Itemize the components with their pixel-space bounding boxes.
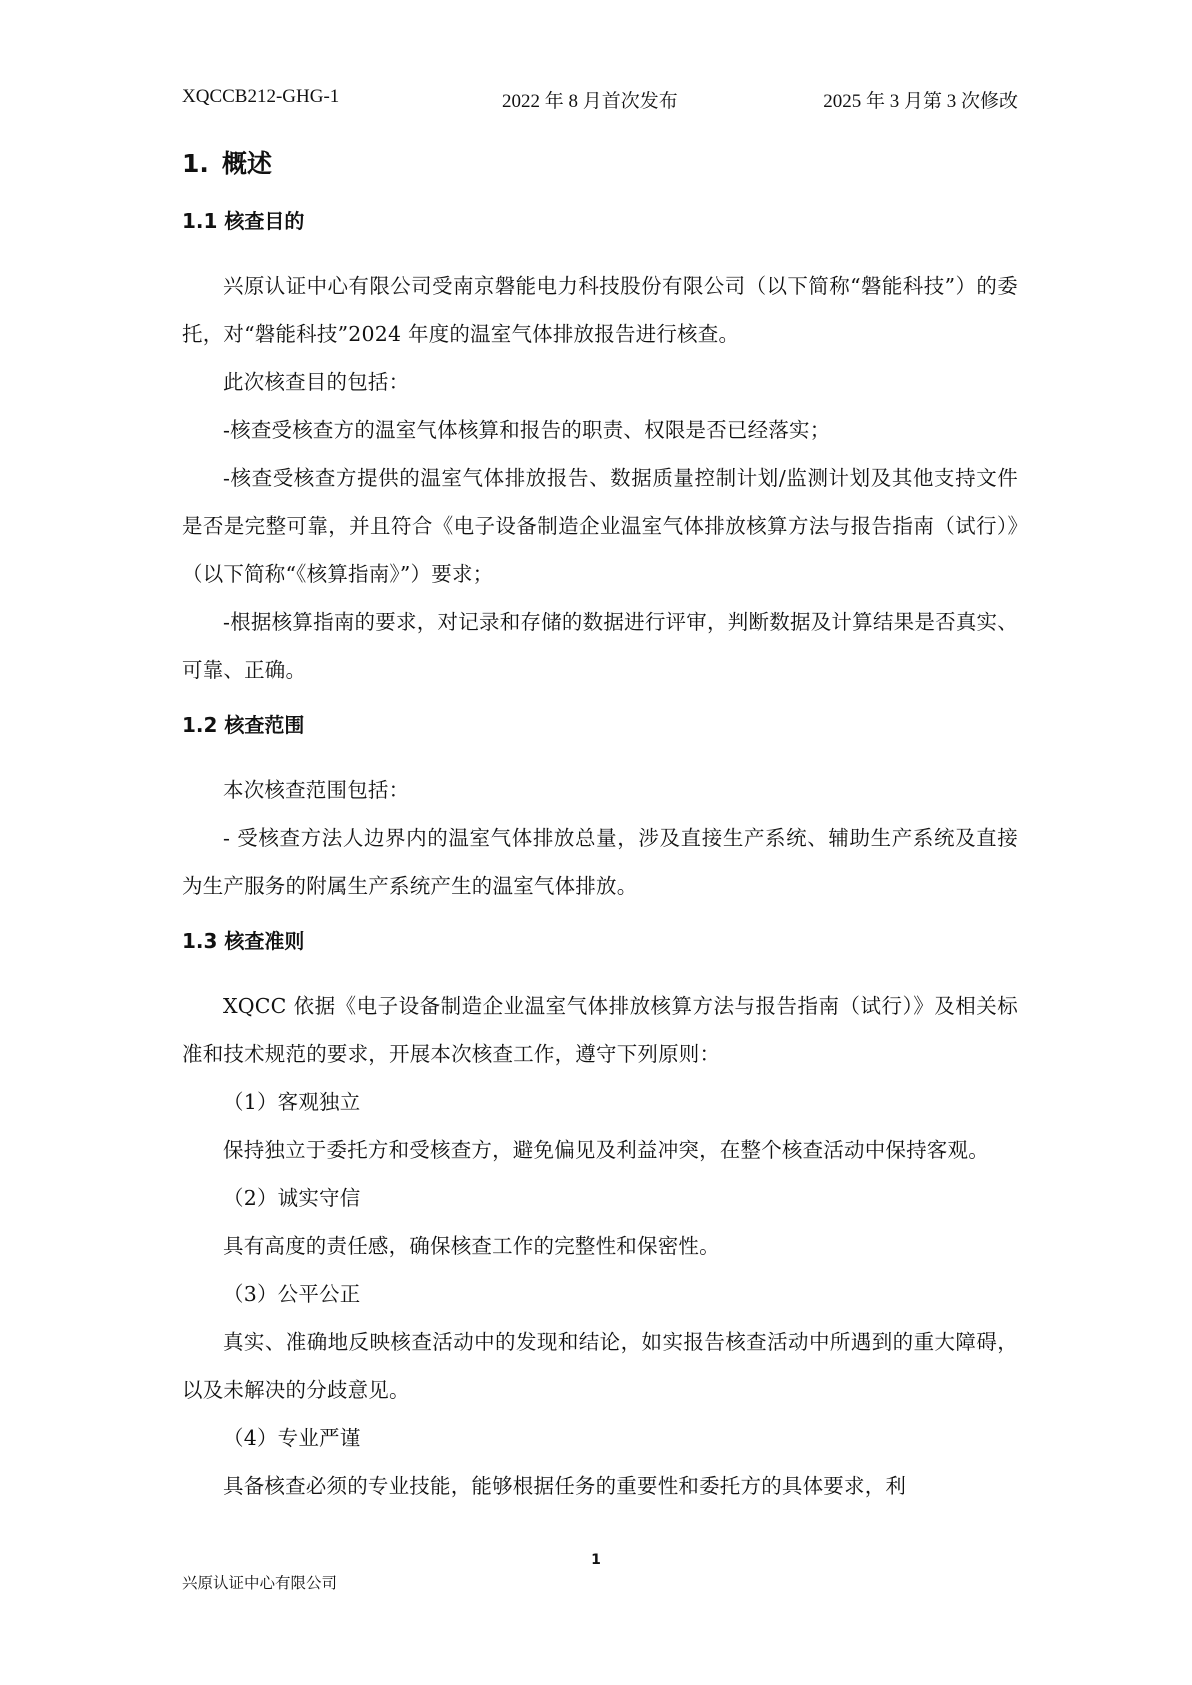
document-code: XQCCB212-GHG-1	[182, 86, 340, 107]
paragraph-purpose-item-2: -核查受核查方提供的温室气体排放报告、数据质量控制计划/监测计划及其他支持文件是否是完整可靠，并且符合《电子设备制造企业温室气体排放核算方法与报告指南（试行）》（以下简称“《核算指南》”）要求；	[182, 466, 1018, 586]
page-number: 1	[591, 1552, 601, 1568]
paragraph-scope-item: - 受核查方法人边界内的温室气体排放总量，涉及直接生产系统、辅助生产系统及直接为生产服务的附属生产系统产生的温室气体排放。	[182, 826, 1018, 898]
principle-text-1: 保持独立于委托方和受核查方，避免偏见及利益冲突，在整个核查活动中保持客观。	[223, 1138, 989, 1162]
document-body	[182, 142, 1018, 1510]
section-number: 1.	[182, 149, 209, 178]
principle-label-1: （1）客观独立	[223, 1090, 361, 1114]
page-header	[182, 86, 1018, 114]
paragraph-purpose-item-3: -根据核算指南的要求，对记录和存储的数据进行评审，判断数据及计算结果是否真实、可靠、正确。	[182, 610, 1018, 682]
issue-date: 2022 年 8 月首次发布	[502, 91, 678, 112]
subsection-heading-1-3: 1.3 核查准则	[182, 929, 305, 953]
paragraph-purpose-item-1: -核查受核查方的温室气体核算和报告的职责、权限是否已经落实；	[223, 418, 831, 442]
principle-label-3: （3）公平公正	[223, 1282, 361, 1306]
principle-text-2: 具有高度的责任感，确保核查工作的完整性和保密性。	[223, 1234, 720, 1258]
subsection-heading-1-1: 1.1 核查目的	[182, 209, 305, 233]
paragraph-purpose-list-intro: 此次核查目的包括：	[223, 370, 410, 394]
paragraph-criteria-intro: XQCC 依据《电子设备制造企业温室气体排放核算方法与报告指南（试行）》及相关标准和技术规范的要求，开展本次核查工作，遵守下列原则：	[182, 994, 1018, 1066]
principle-label-4: （4）专业严谨	[223, 1426, 361, 1450]
principle-text-4: 具备核查必须的专业技能，能够根据任务的重要性和委托方的具体要求，利	[223, 1474, 907, 1498]
principle-label-2: （2）诚实守信	[223, 1186, 361, 1210]
section-title: 概述	[222, 149, 273, 178]
subsection-heading-1-2: 1.2 核查范围	[182, 713, 305, 737]
section-heading-1	[182, 142, 1018, 186]
principle-text-3: 真实、准确地反映核查活动中的发现和结论，如实报告核查活动中所遇到的重大障碍，以及未解决的分歧意见。	[182, 1330, 1018, 1402]
paragraph-purpose-intro: 兴原认证中心有限公司受南京磐能电力科技股份有限公司（以下简称“磐能科技”）的委托，对“磐能科技”2024 年度的温室气体排放报告进行核查。	[182, 274, 1018, 346]
revision-info: 2025 年 3 月第 3 次修改	[823, 91, 1018, 112]
paragraph-scope-intro: 本次核查范围包括：	[223, 778, 410, 802]
footer-company: 兴原认证中心有限公司	[182, 1574, 338, 1592]
